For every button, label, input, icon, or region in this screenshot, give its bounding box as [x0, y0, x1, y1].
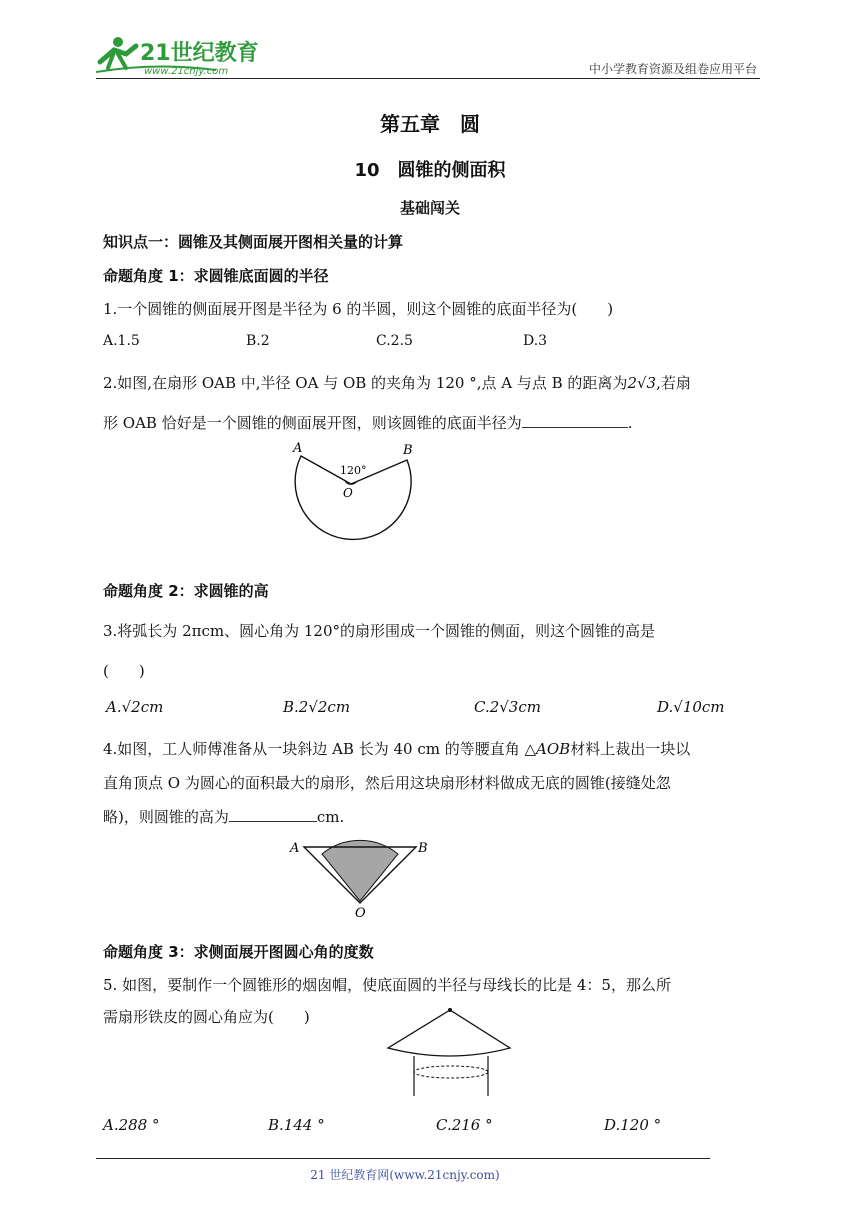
- label-b: B: [418, 841, 428, 856]
- footer-text[interactable]: 21 世纪教育网(www.21cnjy.com): [310, 1168, 500, 1182]
- label-a: A: [290, 841, 300, 856]
- lesson-title: 10 圆锥的侧面积: [354, 160, 506, 181]
- q4-line-3: [103, 806, 344, 827]
- angle-2-heading: 命题角度 2：求圆锥的高: [103, 582, 269, 600]
- label-b: B: [403, 443, 413, 458]
- q3-option-b: B.2√2cm: [283, 698, 351, 716]
- q4-line-2: 直角顶点 O 为圆心的面积最大的扇形，然后用这块扇形材料做成无底的圆锥(接缝处忽: [103, 774, 671, 792]
- q2-line-1-a: 2.如图,在扇形 OAB 中,半径 OA 与 OB 的夹角为 120 °,点 A 与点 B 的距离为: [103, 374, 628, 392]
- q2-line-1-c: ,若扇: [656, 374, 691, 392]
- q4-line-1-c: 材料上裁出一块以: [570, 740, 691, 758]
- angle-3-heading: 命题角度 3：求侧面展开图圆心角的度数: [103, 943, 374, 961]
- q2-answer-blank[interactable]: [522, 413, 628, 428]
- label-angle: 120°: [340, 464, 367, 477]
- q5-chimney-cap-figure: [384, 1006, 514, 1098]
- q4-line-3-a: 略)，则圆锥的高为: [103, 808, 229, 826]
- q4-triangle-figure: [285, 835, 435, 921]
- logo-text: 21世纪教育: [140, 41, 259, 66]
- q5-option-d: D.120 °: [604, 1116, 662, 1134]
- logo-url: www.21cnjy.com: [144, 66, 229, 77]
- shaded-sector: [322, 840, 398, 901]
- q4-answer-blank[interactable]: [229, 807, 317, 822]
- q3-option-c: C.2√3cm: [474, 698, 541, 716]
- cone-cap: [388, 1010, 510, 1056]
- knowledge-point: 知识点一：圆锥及其侧面展开图相关量的计算: [103, 233, 404, 251]
- q2-period: .: [627, 414, 633, 432]
- q4-line-3-b: cm.: [316, 808, 345, 826]
- q3-option-d: D.√10cm: [657, 698, 725, 716]
- header-divider: [96, 78, 760, 79]
- label-a: A: [293, 441, 303, 456]
- angle-1-heading: 命题角度 1：求圆锥底面圆的半径: [103, 267, 329, 285]
- q3-option-a: A.√2cm: [106, 698, 164, 716]
- label-o: O: [355, 906, 366, 921]
- q4-line-1: [103, 738, 690, 759]
- q2-line-2: [103, 412, 632, 433]
- q5-option-b: B.144 °: [268, 1116, 325, 1134]
- q1-text: 1.一个圆锥的侧面展开图是半径为 6 的半圆，则这个圆锥的底面半径为( ): [103, 300, 614, 318]
- logo-runner-icon: [96, 32, 266, 80]
- q3-line-1: 3.将弧长为 2πcm、圆心角为 120°的扇形围成一个圆锥的侧面，则这个圆锥的高是: [103, 622, 656, 640]
- footer-divider: [96, 1158, 710, 1159]
- chapter-title: 第五章 圆: [380, 112, 480, 136]
- q1-option-d: D.3: [523, 333, 548, 349]
- label-o: O: [343, 486, 353, 500]
- q5-line-2: 需扇形铁皮的圆心角应为( ): [103, 1008, 310, 1026]
- q1-option-a: A.1.5: [103, 333, 140, 349]
- q2-distance: 2√3: [627, 374, 657, 392]
- q3-line-2: ( ): [103, 662, 145, 680]
- q1-option-b: B.2: [246, 333, 270, 349]
- q2-line-1: [103, 372, 691, 393]
- section-title: 基础闯关: [399, 199, 460, 217]
- base-circle: [414, 1066, 488, 1078]
- q5-line-1: 5. 如图，要制作一个圆锥形的烟囱帽，使底面圆的半径与母线长的比是 4：5，那么所: [103, 976, 671, 994]
- logo: [96, 32, 266, 80]
- q2-line-2-text: 形 OAB 恰好是一个圆锥的侧面展开图，则该圆锥的底面半径为: [103, 414, 522, 432]
- q5-option-c: C.216 °: [436, 1116, 493, 1134]
- q2-sector-figure: [285, 438, 425, 552]
- q4-line-1-a: 4.如图，工人师傅准备从一块斜边 AB 长为 40 cm 的等腰直角: [103, 740, 525, 758]
- platform-name: 中小学教育资源及组卷应用平台: [588, 62, 757, 76]
- q4-triangle-name: △AOB: [524, 740, 571, 758]
- q1-option-c: C.2.5: [376, 333, 413, 349]
- q5-option-a: A.288 °: [103, 1116, 160, 1134]
